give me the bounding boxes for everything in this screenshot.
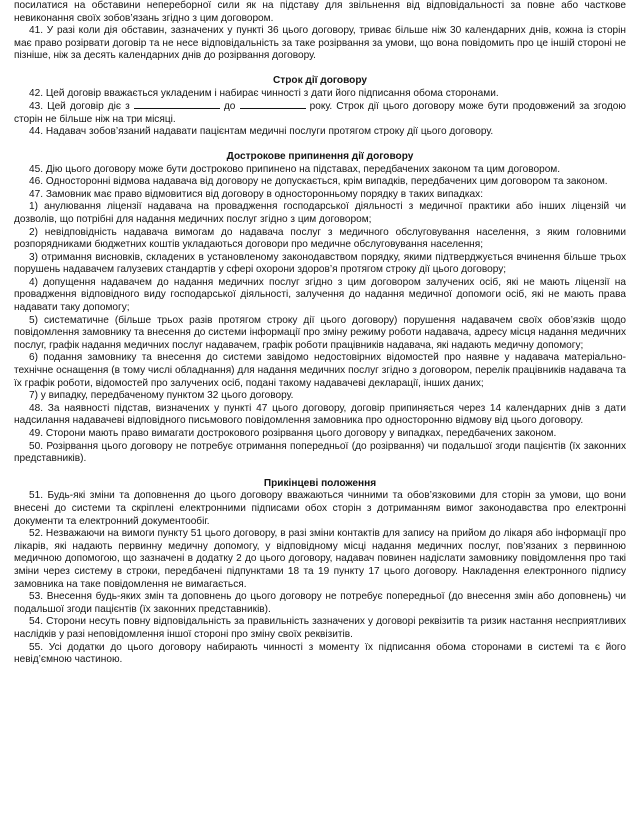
paragraph-43-until: до <box>223 101 236 113</box>
section-early-termination <box>14 151 626 466</box>
paragraph-54: 54. Сторони несуть повну відповідальність за правильність зазначених у договорі реквізитів та ризик настання несприятливих наслідків у разі неповідомлення іншої стороні про зміну своїх реквізитів. <box>14 616 626 640</box>
paragraph-45: 45. Дію цього договору може бути достроково припинено на підставах, передбачених законом та цим договором. <box>29 163 561 175</box>
section-term <box>14 75 626 139</box>
paragraph-47-item-2: 2) невідповідність надавача вимогам до надавача послуг з медичного обслуговування населення, з яким головними розпорядниками бюджетних коштів укладаються договори про медичне обслуговування населення; <box>14 226 626 251</box>
paragraph-46: 46. Односторонні відмова надавача від договору не допускається, крім випадків, передбачених цим договором та законом. <box>29 176 608 188</box>
force-majeure-tail <box>14 0 626 63</box>
section-heading-early-termination: Дострокове припинення дії договору <box>226 150 414 162</box>
paragraph-50: 50. Розірвання цього договору не потребує отримання попередньої (до розірвання) чи подальшої згоди пацієнтів (їх законних представників). <box>14 440 626 465</box>
section-final-provisions <box>14 478 626 667</box>
paragraph-40-continuation: посилатися на обставини непереборної сили як на підставу для звільнення від відповідальності за повне або часткове невиконання своїх зобов’язань згідно з цим договором. <box>14 0 626 24</box>
paragraph-47: 47. Замовник має право відмовитися від договору в односторонньому порядку в таких випадках: <box>29 188 484 200</box>
paragraph-47-item-5: 5) систематичне (більше трьох разів протягом строку дії цього договору) порушення надавачем своїх обов’язків щодо повідомлення замовнику та внесення до системи інформації про зміну режиму роботи надавача, адресу місця надання медичних послуг, графік надання медичних послуг надавачем, графік роботи працівників надавача, які надають медичну допомогу; <box>14 314 626 351</box>
paragraph-47-item-1: 1) анулювання ліцензії надавача на провадження господарської діяльності з медичної практики або інших ліцензій чи дозволів, що потрібні для надання медичних послуг згідно з цим договором; <box>14 201 626 225</box>
paragraph-43-start: 43. Цей договір діє з <box>29 101 130 113</box>
paragraph-41: 41. У разі коли дія обставин, зазначених у пункті 36 цього договору, триває більше ніж 30 календарних днів, кожна із сторін має право розірвати договір та не несе відповідальність за таке розірвання за умови, що вона повідомить про це іншій стороні не пізніше, ніж за десять календарних днів до розірвання договору. <box>14 25 626 62</box>
paragraph-52: 52. Незважаючи на вимоги пункту 51 цього договору, в разі зміни контактів для запису на прийом до лікаря або інформації про лікарів, які надають первинну медичну допомогу, у відповідному місці надання медичних послуг, пов’язаних з первинною медичною допомогою, що зазначені в додатку 2 до цього договору, надавач повинен надіслати замовнику повідомлення про такі зміни через систему в строки, передбачені підпунктами 18 та 19 пункту 17 цього договору. Накладення електронного підпису замовника на таке повідомлення не вимагається. <box>14 528 626 590</box>
paragraph-44: 44. Надавач зобов’язаний надавати пацієнтам медичні послуги протягом строку дії цього договору. <box>29 126 494 138</box>
contract-text <box>14 0 626 667</box>
paragraph-48: 48. За наявності підстав, визначених у пункті 47 цього договору, договір припиняється через 14 календарних днів з дати надсилання надавачеві відповідного письмового повідомлення замовника про односторонню відмову від цього договору. <box>14 402 626 427</box>
paragraph-55: 55. Усі додатки до цього договору набирають чинності з моменту їх підписання обома сторонами в системі та є його невід’ємною частиною. <box>14 641 626 666</box>
paragraph-43 <box>14 100 626 126</box>
paragraph-51: 51. Будь-які зміни та доповнення до цього договору вважаються чинними та обов’язковими для сторін за умови, що вони внесені до системи та скріплені електронними підписами обох сторін з дотриманням вимог законодавства про електронні документи та електронний документообіг. <box>14 490 626 527</box>
paragraph-43-end: року. Строк дії цього договору може бути продовжений за згодою сторін не більше ніж на три місяці. <box>14 101 626 125</box>
section-heading-final-provisions: Прикінцеві положення <box>263 477 377 489</box>
end-date-blank[interactable] <box>240 100 306 109</box>
start-date-blank[interactable] <box>134 100 220 109</box>
paragraph-49: 49. Сторони мають право вимагати дострокового розірвання цього договору у випадках, передбачених законом. <box>29 428 557 439</box>
section-heading-term: Строк дії договору <box>273 74 367 86</box>
paragraph-47-item-6: 6) подання замовнику та внесення до системи завідомо недостовірних відомостей про наявне у надавача матеріально-технічне оснащення (в тому числі обладнання) для надання медичних послуг згідно з договором, перелік працівників надавача та їх графік роботи, відомостей про залучених осіб, подані такому надавачеві декларації, інших даних; <box>14 352 626 389</box>
paragraph-53: 53. Внесення будь-яких змін та доповнень до цього договору не потребує попередньої (до внесення змін або доповнень) чи подальшої згоди пацієнтів (їх законних представників). <box>14 591 626 615</box>
paragraph-47-item-7: 7) у випадку, передбаченому пунктом 32 цього договору. <box>29 390 294 402</box>
paragraph-42: 42. Цей договір вважається укладеним і набирає чинності з дати його підписання обома сторонами. <box>29 87 499 99</box>
paragraph-47-item-3: 3) отримання висновків, складених в установленому законодавством порядку, якими підтверджується вчинення більше трьох порушень надавачем галузевих стандартів у сфері охорони здоров’я протягом строку дії цього договору; <box>14 251 626 276</box>
paragraph-47-item-4: 4) допущення надавачем до надання медичних послуг згідно з цим договором залучених осіб, які не мають ліцензії на провадження відповідного виду господарської діяльності, залучення до надання медичної допомоги осіб, які не мають права надавати таку допомогу; <box>14 276 626 314</box>
